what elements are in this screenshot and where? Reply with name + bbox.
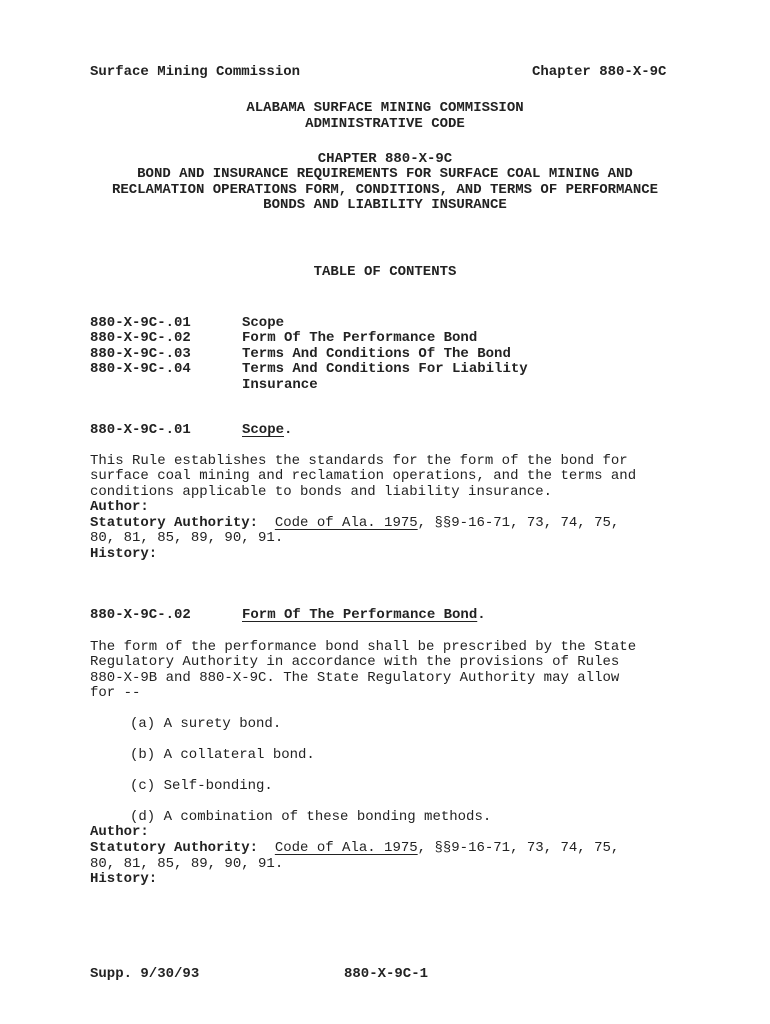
body-text: 880-X-9B and 880-X-9C. The State Regulatory Authority may allow (90, 670, 620, 686)
toc-number: 880-X-9C-.02 (90, 330, 191, 346)
section-title: Form Of The Performance Bond (242, 607, 478, 623)
author-label: Author: (90, 499, 149, 515)
authority-sections: , §§9-16-71, 73, 74, 75, (417, 515, 620, 531)
history-label: History: (90, 871, 158, 887)
authority-continuation: 80, 81, 85, 89, 90, 91. (90, 530, 284, 546)
toc-title: Terms And Conditions For Liability (242, 361, 528, 377)
list-item: (d) A combination of these bonding methods. (130, 809, 492, 825)
list-item: (a) A surety bond. (130, 716, 282, 732)
header-right: Chapter 880-X-9C (532, 64, 667, 80)
title-line-2: ADMINISTRATIVE CODE (305, 116, 465, 132)
toc-title: Terms And Conditions Of The Bond (242, 346, 511, 362)
toc-number: 880-X-9C-.03 (90, 346, 191, 362)
toc-title: Form Of The Performance Bond (242, 330, 478, 346)
authority-label: Statutory Authority: (90, 840, 259, 856)
authority-citation: Code of Ala. 1975 (274, 840, 418, 856)
body-text: conditions applicable to bonds and liability insurance. (90, 484, 553, 500)
footer-supplement: Supp. 9/30/93 (90, 966, 200, 982)
header-left: Surface Mining Commission (90, 64, 301, 80)
statutory-authority (90, 515, 619, 531)
toc-title-continuation: Insurance (242, 377, 318, 393)
statutory-authority (90, 840, 619, 856)
section-heading: Scope. (242, 422, 293, 438)
subject-line-2: RECLAMATION OPERATIONS FORM, CONDITIONS, AND TERMS OF PERFORMANCE (111, 182, 659, 198)
body-text: This Rule establishes the standards for the form of the bond for (90, 453, 628, 469)
body-text: Regulatory Authority in accordance with the provisions of Rules (90, 654, 620, 670)
title-line-1: ALABAMA SURFACE MINING COMMISSION (246, 100, 524, 116)
subject-line-3: BONDS AND LIABILITY INSURANCE (263, 197, 507, 213)
authority-label: Statutory Authority: (90, 515, 259, 531)
body-text: for -- (90, 685, 141, 701)
body-text: The form of the performance bond shall be prescribed by the State (90, 639, 637, 655)
section-number: 880-X-9C-.01 (90, 422, 191, 438)
list-item: (c) Self-bonding. (130, 778, 273, 794)
toc-number: 880-X-9C-.04 (90, 361, 191, 377)
subject-line-1: BOND AND INSURANCE REQUIREMENTS FOR SURFACE COAL MINING AND (137, 166, 633, 182)
toc-title: Scope (242, 315, 285, 331)
authority-continuation: 80, 81, 85, 89, 90, 91. (90, 856, 284, 872)
history-label: History: (90, 546, 158, 562)
toc-number: 880-X-9C-.01 (90, 315, 191, 331)
author-label: Author: (90, 824, 149, 840)
toc-heading: TABLE OF CONTENTS (313, 264, 457, 280)
section-number: 880-X-9C-.02 (90, 607, 191, 623)
authority-citation: Code of Ala. 1975 (274, 515, 418, 531)
list-item: (b) A collateral bond. (130, 747, 315, 763)
chapter-title: CHAPTER 880-X-9C (317, 151, 453, 167)
section-heading: Form Of The Performance Bond. (242, 607, 486, 623)
section-title: Scope (242, 422, 285, 438)
body-text: surface coal mining and reclamation operations, and the terms and (90, 468, 637, 484)
footer-page-number: 880-X-9C-1 (344, 966, 429, 982)
authority-sections: , §§9-16-71, 73, 74, 75, (417, 840, 620, 856)
